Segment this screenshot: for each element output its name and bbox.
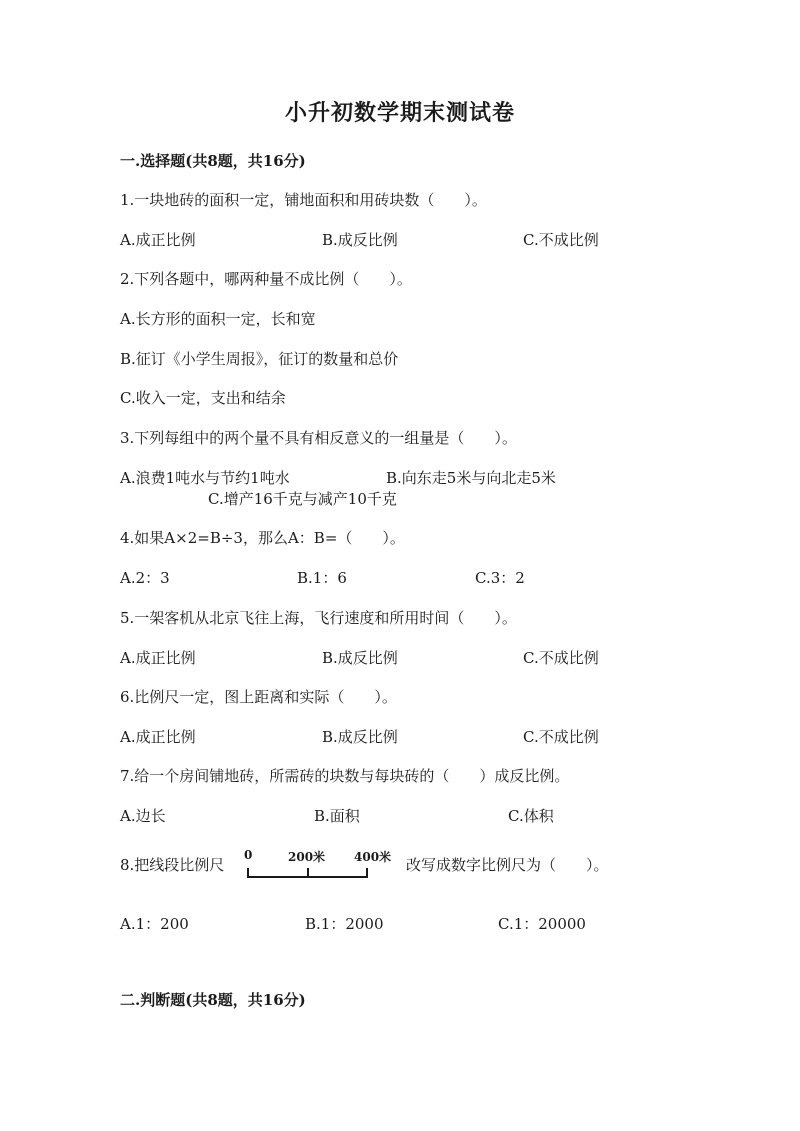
question-8-suffix: 改写成数字比例尺为（ ）。 (406, 856, 609, 874)
scale-label-400: 400米 (354, 850, 392, 864)
option-5c[interactable]: C.不成比例 (523, 649, 599, 667)
question-7: 7.给一个房间铺地砖，所需砖的块数与每块砖的（ ）成反比例。 (120, 767, 570, 785)
option-7c[interactable]: C.体积 (508, 807, 554, 825)
scale-label-0: 0 (244, 848, 253, 862)
option-4b[interactable]: B.1：6 (297, 569, 347, 587)
option-2c[interactable]: C.收入一定，支出和结余 (120, 389, 286, 407)
question-2: 2.下列各题中，哪两种量不成比例（ ）。 (120, 270, 412, 288)
option-4a[interactable]: A.2：3 (120, 569, 170, 587)
question-4: 4.如果A×2=B÷3，那么A：B=（ ）。 (120, 529, 405, 547)
section-heading-judgement: 二.判断题(共8题，共16分) (120, 991, 306, 1009)
section-heading-choice: 一.选择题(共8题，共16分) (120, 152, 306, 170)
question-8-prefix: 8.把线段比例尺 (120, 856, 225, 874)
page-title: 小升初数学期末测试卷 (284, 100, 515, 126)
question-6: 6.比例尺一定，图上距离和实际（ ）。 (120, 688, 397, 706)
option-3a[interactable]: A.浪费1吨水与节约1吨水 (120, 469, 290, 487)
scale-label-200: 200米 (288, 850, 326, 864)
option-1b[interactable]: B.成反比例 (322, 231, 398, 249)
option-4c[interactable]: C.3：2 (475, 569, 525, 587)
option-8b[interactable]: B.1：2000 (305, 915, 384, 933)
scale-tick-400 (366, 868, 368, 878)
line-scale-figure (240, 848, 400, 888)
question-3: 3.下列每组中的两个量不具有相反意义的一组量是（ ）。 (120, 429, 517, 447)
option-6a[interactable]: A.成正比例 (120, 728, 196, 746)
option-2b[interactable]: B.征订《小学生周报》，征订的数量和总价 (120, 350, 399, 368)
option-7a[interactable]: A.边长 (120, 807, 166, 825)
question-5: 5.一架客机从北京飞往上海，飞行速度和所用时间（ ）。 (120, 609, 517, 627)
option-1a[interactable]: A.成正比例 (120, 231, 196, 249)
option-3b[interactable]: B.向东走5米与向北走5米 (386, 469, 556, 487)
question-1: 1.一块地砖的面积一定，铺地面积和用砖块数（ ）。 (120, 191, 487, 209)
option-6b[interactable]: B.成反比例 (322, 728, 398, 746)
option-1c[interactable]: C.不成比例 (523, 231, 599, 249)
option-8c[interactable]: C.1：20000 (498, 915, 586, 933)
option-5a[interactable]: A.成正比例 (120, 649, 196, 667)
scale-tick-0 (247, 868, 249, 878)
option-2a[interactable]: A.长方形的面积一定，长和宽 (120, 310, 316, 328)
option-3c[interactable]: C.增产16千克与减产10千克 (208, 490, 397, 508)
option-5b[interactable]: B.成反比例 (322, 649, 398, 667)
option-8a[interactable]: A.1：200 (120, 915, 189, 933)
option-6c[interactable]: C.不成比例 (523, 728, 599, 746)
option-7b[interactable]: B.面积 (314, 807, 360, 825)
scale-tick-200 (307, 868, 309, 878)
